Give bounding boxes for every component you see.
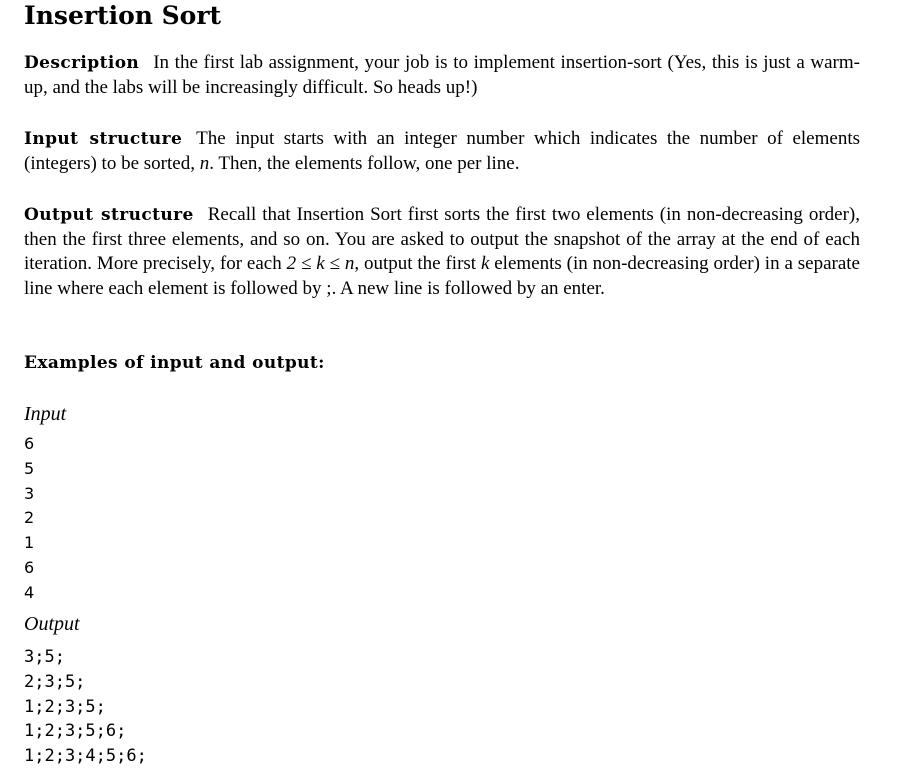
input-structure-text-after: . Then, the elements follow, one per line. — [209, 152, 520, 174]
output-line: 2;3;5; — [24, 671, 86, 692]
input-structure-text-before: The input starts with an integer number which indicates the number of elements (integers) to be sorted, — [24, 128, 861, 174]
input-line: 5 — [24, 458, 35, 478]
output-structure-text-2: , output the first — [354, 253, 481, 275]
input-line: 3 — [24, 483, 35, 503]
description-text: In the first lab assignment, your job is to implement insertion-sort (Yes, this is just a warm-up, and the labs will be increasingly difficult. So heads up!) — [24, 52, 860, 98]
input-lines — [24, 432, 34, 606]
output-line: 3;5; — [24, 647, 65, 667]
input-line: 6 — [24, 434, 35, 453]
input-structure-paragraph — [24, 127, 860, 176]
input-line: 4 — [24, 582, 35, 602]
output-line: 1;2;3;5;6; — [24, 721, 127, 742]
output-lines — [24, 645, 147, 769]
output-structure-text-1: Recall that Insertion Sort first sorts the first two elements (in non-decreasing order), then the first three elements, and so on. You are asked to output the snapshot of the array at the end of each iteration. More precisely, for each — [24, 204, 860, 275]
output-line: 1;2;3;5; — [24, 696, 106, 717]
input-line: 2 — [24, 508, 35, 528]
output-structure-var-k: k — [480, 253, 490, 275]
input-line: 1 — [24, 533, 35, 553]
description-heading: Description — [24, 53, 140, 73]
input-line: 6 — [24, 557, 35, 577]
examples-heading: Examples of input and output: — [24, 353, 325, 373]
description-paragraph — [24, 51, 860, 100]
input-label: Input — [24, 403, 67, 425]
output-structure-heading: Output structure — [24, 205, 194, 225]
input-structure-heading: Input structure — [24, 129, 183, 149]
input-structure-var-n: n — [199, 152, 210, 174]
page-title: Insertion Sort — [24, 1, 222, 30]
output-structure-text-3: elements (in non-decreasing order) in a separate line where each element is followed by ;. A new line is followed by an enter. — [24, 253, 860, 300]
output-line: 1;2;3;4;5;6; — [24, 746, 147, 767]
output-structure-paragraph — [24, 203, 860, 302]
output-structure-math: 2 ≤ k ≤ n — [286, 253, 355, 275]
output-label: Output — [24, 613, 80, 635]
